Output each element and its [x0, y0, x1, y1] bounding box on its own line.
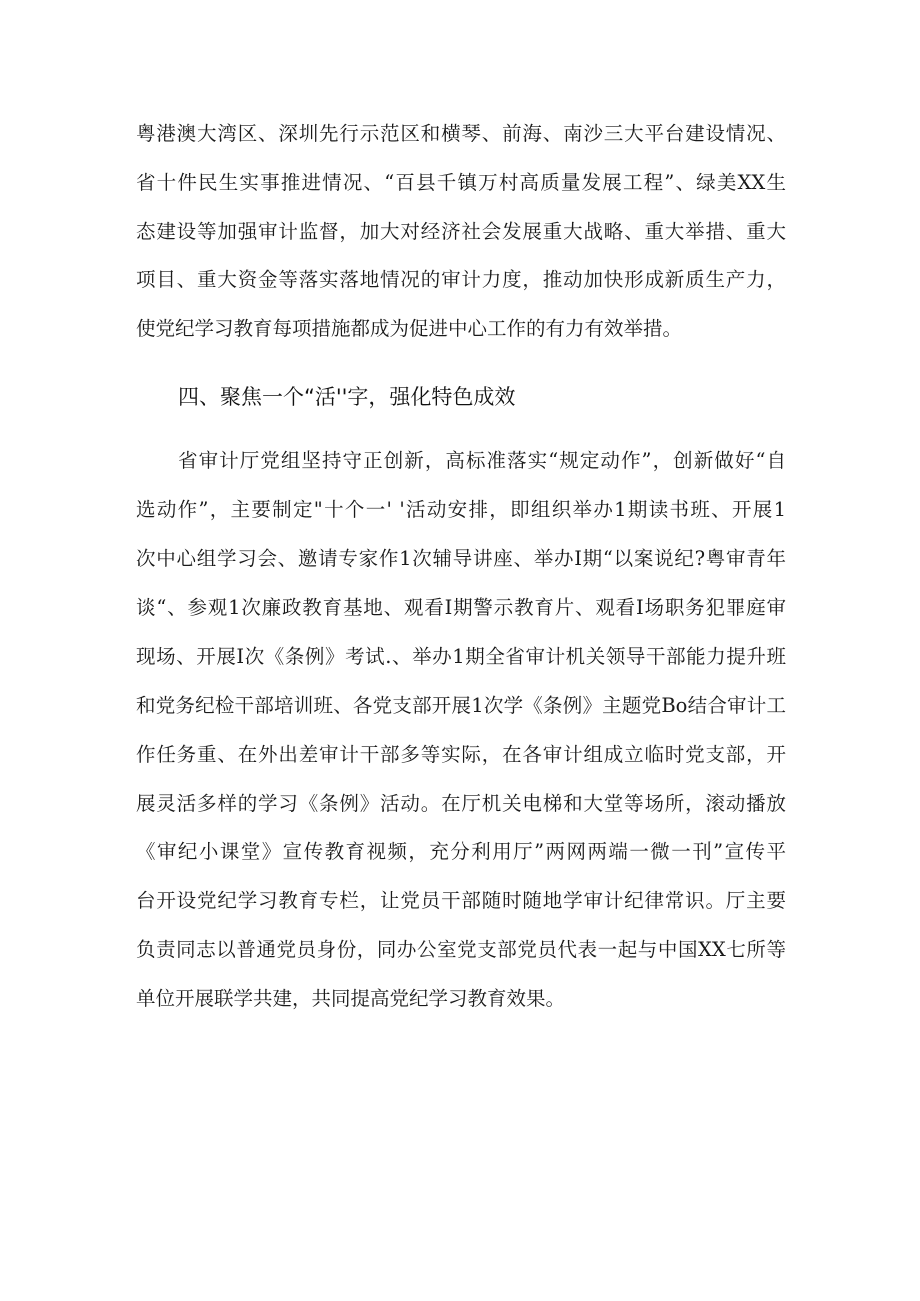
paragraph-2-line-3: 次中心组学习会、邀请专家作1次辅导讲座、举办I期“以案说纪?粤审青年 [136, 547, 786, 570]
paragraph-1-line-3: 态建设等加强审计监督，加大对经济社会发展重大战略、重大举措、重大 [136, 220, 786, 243]
paragraph-2-line-9: 《审纪小课堂》宣传教育视频，充分利用厅”两网两端一微一刊”宣传平 [136, 840, 786, 863]
paragraph-2-line-12: 单位开展联学共建，共同提高党纪学习教育效果。 [136, 987, 566, 1010]
paragraph-1-line-1: 粤港澳大湾区、深圳先行示范区和横琴、前海、南沙三大平台建设情况、 [136, 122, 786, 145]
paragraph-2-line-5: 现场、开展I次《条例》考试.、举办1期全省审计机关领导干部能力提升班 [136, 645, 786, 668]
paragraph-1-line-2: 省十件民生实事推进情况、“百县千镇万村高质量发展工程”、绿美XX生 [136, 171, 786, 194]
paragraph-2-line-2: 选动作”，主要制定"十个一' '活动安排，即组织举办1期读书班、开展1 [136, 498, 786, 521]
paragraph-2-line-11: 负责同志以普通党员身份，同办公室党支部党员代表一起与中国XX七所等 [136, 938, 786, 961]
paragraph-2-line-1: 省审计厅党组坚持守正创新，高标准落实“规定动作”，创新做好“自 [178, 449, 786, 472]
section-heading: 四、聚焦一个“活''字，强化特色成效 [178, 385, 516, 409]
paragraph-2-line-10: 台开设党纪学习教育专栏，让党员干部随时随地学审计纪律常识。厅主要 [136, 889, 786, 912]
paragraph-2-line-4: 谈“、参观1次廉政教育基地、观看I期警示教育片、观看I场职务犯罪庭审 [136, 596, 786, 619]
paragraph-1-line-5: 使党纪学习教育每项措施都成为促进中心工作的有力有效举措。 [136, 317, 683, 340]
paragraph-2-line-8: 展灵活多样的学习《条例》活动。在厅机关电梯和大堂等场所，滚动播放 [136, 792, 786, 815]
paragraph-1-line-4: 项目、重大资金等落实落地情况的审计力度，推动加快形成新质生产力， [136, 268, 786, 291]
paragraph-2-line-6: 和党务纪检干部培训班、各党支部开展1次学《条例》主题党Bo结合审计工 [136, 694, 786, 717]
paragraph-2-line-7: 作任务重、在外出差审计干部多等实际，在各审计组成立临时党支部，开 [136, 743, 786, 766]
